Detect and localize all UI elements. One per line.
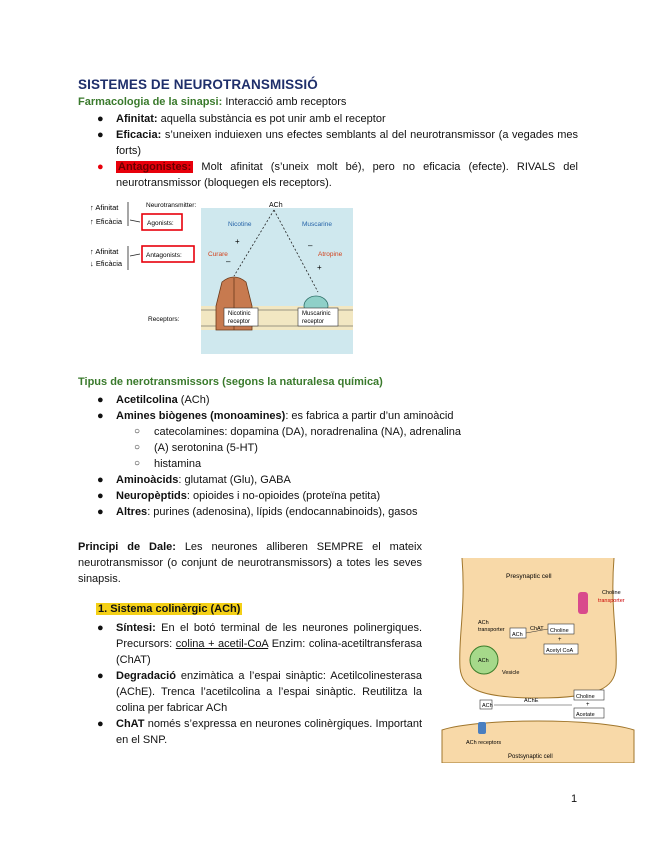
sub-list-item: ○ histamina: [134, 458, 202, 470]
svg-text:+: +: [558, 637, 562, 643]
list-item: ● Degradació enzimàtica a l’espai sinàptic: Acetilcolinesterasa (AChE). Trenca l’acetilcolina a l’espai sinàptic. Reutilitza la colina per fabricar ACh: [97, 670, 422, 714]
label-ach-receptors: ACh receptors: [466, 740, 502, 746]
svg-text:+: +: [586, 702, 590, 708]
antagonists-highlight: Antagonistes:: [118, 161, 192, 173]
bullet-icon: ●: [97, 670, 104, 682]
page-title: SISTEMES DE NEUROTRANSMISSIÓ: [78, 77, 318, 92]
bullet-icon: ●: [97, 490, 104, 502]
list-item: ● Afinitat: aquella substància es pot unir amb el receptor: [97, 113, 386, 125]
label-up-affinity-2: ↑ Afinitat: [90, 247, 119, 256]
label-ach-transporter-2: transporter: [478, 627, 505, 633]
list-item: ● Neuropèptids: opioides i no-opioides (proteïna petita): [97, 490, 381, 502]
bullet-icon: ●: [97, 718, 104, 730]
sub-list-item: ○ (A) serotonina (5-HT): [134, 442, 258, 454]
dale-principle: Principi de Dale: Les neurones alliberen SEMPRE el mateix neurotransmissor (o conjunt de neurotransmissors) a totes les seves sinapsis.: [78, 541, 422, 585]
label-muscarinic-receptor: receptor: [302, 319, 325, 325]
cholinergic-heading: 1. Sistema colinèrgic (ACh): [98, 603, 241, 615]
label-ach-transporter: ACh: [478, 620, 489, 626]
label-ach-cleft: ACh: [482, 703, 493, 709]
page-number: 1: [571, 793, 578, 805]
ach-receptor: [478, 722, 486, 734]
label-ach: ACh: [269, 202, 283, 209]
nt-types-heading: Tipus de nerotransmissors (segons la naturalesa química): [78, 376, 383, 388]
nt-types-list: [96, 392, 578, 520]
pharmacology-heading-label: Farmacologia de la sinapsi:: [78, 96, 223, 108]
sub-list-item: ○ catecolamines: dopamina (DA), noradrenalina (NA), adrenalina: [134, 426, 461, 438]
bullet-icon: ●: [97, 506, 104, 518]
list-item: ● Aminoàcids: glutamat (Glu), GABA: [97, 474, 291, 486]
label-vesicle: Vesicle: [502, 670, 520, 676]
pharmacology-heading: [78, 96, 346, 108]
cholinergic-list: [96, 620, 422, 748]
list-item: ● Amines biògenes (monoamines): es fabrica a partir d’un aminoàcid: [97, 410, 454, 422]
label-choline-transporter: Choline: [602, 590, 621, 596]
cholinergic-synapse-figure: [438, 548, 638, 763]
label-receptors: Receptors:: [148, 316, 180, 323]
circle-bullet-icon: ○: [134, 426, 141, 437]
choline-transporter: [578, 592, 588, 614]
list-item: ● Acetilcolina (ACh): [97, 394, 210, 406]
pharmacology-heading-rest: Interacció amb receptors: [222, 96, 347, 108]
svg-text:+: +: [317, 263, 322, 272]
label-agonists: Agonists:: [147, 220, 174, 227]
label-down-efficacy: ↓ Eficàcia: [90, 259, 123, 268]
label-nicotinic: Nicotinic: [228, 311, 251, 317]
label-ach-synth: ACh: [512, 632, 523, 638]
bullet-icon: ●: [97, 129, 104, 141]
list-item: ● Eficacia: s’uneixen induiexen uns efectes semblants al del neurotransmissor (a vegades mes forts): [97, 129, 578, 157]
receptor-agonist-figure: [84, 196, 359, 360]
label-muscarinic: Muscarinic: [302, 311, 331, 317]
bullet-icon: ●: [97, 410, 104, 422]
label-presynaptic-cell: Presynaptic cell: [506, 573, 552, 580]
list-item: ● Altres: purines (adenosina), lípids (endocannabinoids), gasos: [97, 506, 418, 518]
label-choline: Choline: [550, 628, 569, 634]
label-nicotinic-receptor: receptor: [228, 319, 251, 325]
label-antagonists: Antagonists:: [146, 252, 182, 259]
list-item: ● ChAT només s’expressa en neurones colinèrgiques. Important en el SNP.: [97, 718, 422, 746]
bullet-icon: ●: [97, 622, 104, 634]
label-acetyl-coa: Acetyl CoA: [546, 648, 574, 654]
bullet-icon: ●: [97, 113, 104, 125]
label-ache: AChE: [524, 698, 539, 704]
label-choline-cleft: Choline: [576, 694, 595, 700]
label-muscarine: Muscarine: [302, 221, 332, 228]
label-up-efficacy: ↑ Eficàcia: [90, 217, 123, 226]
label-acetate: Acetate: [576, 712, 595, 718]
label-ach-vesicle: ACh: [478, 658, 489, 664]
bullet-icon: ●: [97, 474, 104, 486]
bullet-icon: ●: [97, 161, 104, 173]
list-item: ● Síntesi: En el botó terminal de les neurones polinergiques. Precursors: colina + acetil-CoA Enzim: colina-acetiltransferasa (ChAT): [97, 622, 422, 666]
label-nicotine: Nicotine: [228, 221, 252, 228]
label-up-affinity: ↑ Afinitat: [90, 203, 119, 212]
label-neurotransmitter: Neurotransmitter:: [146, 202, 197, 209]
label-chat: ChAT: [530, 626, 544, 632]
bullet-icon: ●: [97, 394, 104, 406]
label-atropine: Atropine: [318, 251, 343, 258]
svg-text:–: –: [308, 241, 313, 250]
label-postsynaptic-cell: Postsynaptic cell: [508, 754, 553, 760]
circle-bullet-icon: ○: [134, 442, 141, 453]
svg-text:–: –: [226, 257, 231, 266]
label-curare: Curare: [208, 251, 228, 258]
label-choline-transporter-2: transporter: [598, 598, 625, 604]
svg-text:+: +: [235, 237, 240, 246]
circle-bullet-icon: ○: [134, 458, 141, 469]
list-item: ● Antagonistes: Molt afinitat (s’uneix molt bé), pero no eficacia (efecte). RIVALS del neurotransmissor (bloquegen els receptors).: [97, 161, 578, 189]
pharmacology-list: [96, 111, 578, 191]
